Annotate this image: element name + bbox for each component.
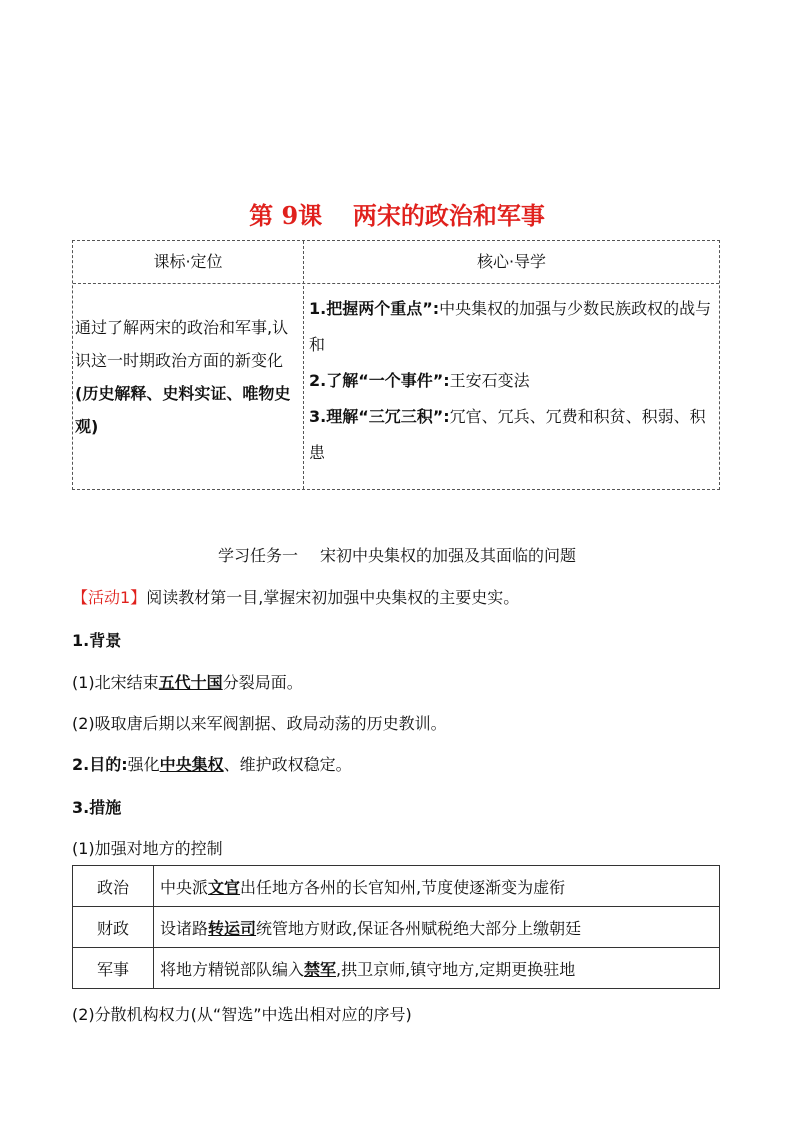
background-point-1 bbox=[72, 670, 303, 693]
col1-header: 课标·定位 bbox=[153, 252, 223, 271]
lesson-title bbox=[0, 196, 794, 231]
guide-item bbox=[309, 291, 717, 363]
task-title: 宋初中央集权的加强及其面临的问题 bbox=[320, 546, 577, 565]
row-content bbox=[154, 948, 720, 989]
intro-table bbox=[72, 240, 720, 490]
guide-text bbox=[309, 291, 717, 471]
text-span: ,拱卫京师,镇守地方,定期更换驻地 bbox=[336, 959, 576, 979]
row-content bbox=[154, 907, 720, 948]
text-span: 设诸路 bbox=[160, 918, 209, 938]
text-span: (1)北宋结束 bbox=[72, 673, 159, 692]
section-heading: 3.措施 bbox=[72, 798, 122, 817]
title-name: 两宋的政治和军事 bbox=[352, 202, 545, 230]
curriculum-bold: (历史解释、史料实证、唯物史观) bbox=[75, 384, 291, 436]
guide-item bbox=[309, 363, 717, 399]
title-prefix: 第 bbox=[249, 202, 274, 230]
text-span: 出任地方各州的长官知州,节度使逐渐变为虚衔 bbox=[240, 877, 566, 897]
activity-tag: 【活动1】 bbox=[72, 588, 147, 607]
activity-line bbox=[72, 585, 519, 608]
row-content bbox=[154, 866, 720, 907]
title-suffix: 课 bbox=[298, 202, 323, 230]
key-term: 转运司 bbox=[208, 918, 257, 938]
table-divider bbox=[73, 283, 719, 284]
section-heading: 1.背景 bbox=[72, 631, 122, 650]
text-span: 中央派 bbox=[160, 877, 209, 897]
guide-item bbox=[309, 399, 717, 471]
key-term: 文官 bbox=[208, 877, 241, 897]
key-term: 五代十国 bbox=[158, 673, 223, 692]
measure-sub-2: (2)分散机构权力(从“智选”中选出相对应的序号) bbox=[72, 1005, 412, 1024]
guide-item-text: 冗官、冗兵、冗费和积贫、积弱、积患 bbox=[309, 407, 706, 462]
guide-item-bold: 1.把握两个重点”: bbox=[309, 299, 440, 318]
activity-text: 阅读教材第一目,掌握宋初加强中央集权的主要史实。 bbox=[146, 588, 520, 607]
section-heading: 2.目的: bbox=[72, 755, 128, 774]
table-row bbox=[73, 948, 720, 989]
guide-item-text: 王安石变法 bbox=[449, 371, 530, 390]
key-term: 中央集权 bbox=[159, 755, 224, 774]
col2-header: 核心·导学 bbox=[476, 252, 547, 271]
background-point-2: (2)吸取唐后期以来军阀割据、政局动荡的历史教训。 bbox=[72, 714, 447, 733]
task-label: 学习任务一 bbox=[217, 546, 298, 565]
text-span: 、维护政权稳定。 bbox=[223, 755, 352, 774]
text-span: 将地方精锐部队编入 bbox=[160, 959, 305, 979]
row-label: 政治 bbox=[73, 866, 154, 907]
row-label: 军事 bbox=[73, 948, 154, 989]
task-heading bbox=[0, 543, 794, 566]
guide-item-text: 中央集权的加强与少数民族政权的战与和 bbox=[309, 299, 712, 354]
curriculum-plain: 通过了解两宋的政治和军事,认识这一时期政治方面的新变化 bbox=[75, 318, 289, 370]
measure-sub-1: (1)加强对地方的控制 bbox=[72, 839, 223, 858]
text-span: 分裂局面。 bbox=[222, 673, 303, 692]
key-term: 禁军 bbox=[304, 959, 337, 979]
table-row bbox=[73, 907, 720, 948]
table-row bbox=[73, 866, 720, 907]
purpose-line bbox=[72, 752, 352, 775]
measures-table bbox=[72, 865, 720, 989]
row-label: 财政 bbox=[73, 907, 154, 948]
title-number: 9 bbox=[281, 201, 299, 230]
curriculum-text bbox=[75, 311, 301, 443]
text-span: 统管地方财政,保证各州赋税绝大部分上缴朝廷 bbox=[256, 918, 582, 938]
guide-item-bold: 2.了解“一个事件”: bbox=[309, 371, 450, 390]
guide-item-bold: 3.理解“三冗三积”: bbox=[309, 407, 450, 426]
text-span: 强化 bbox=[127, 755, 160, 774]
